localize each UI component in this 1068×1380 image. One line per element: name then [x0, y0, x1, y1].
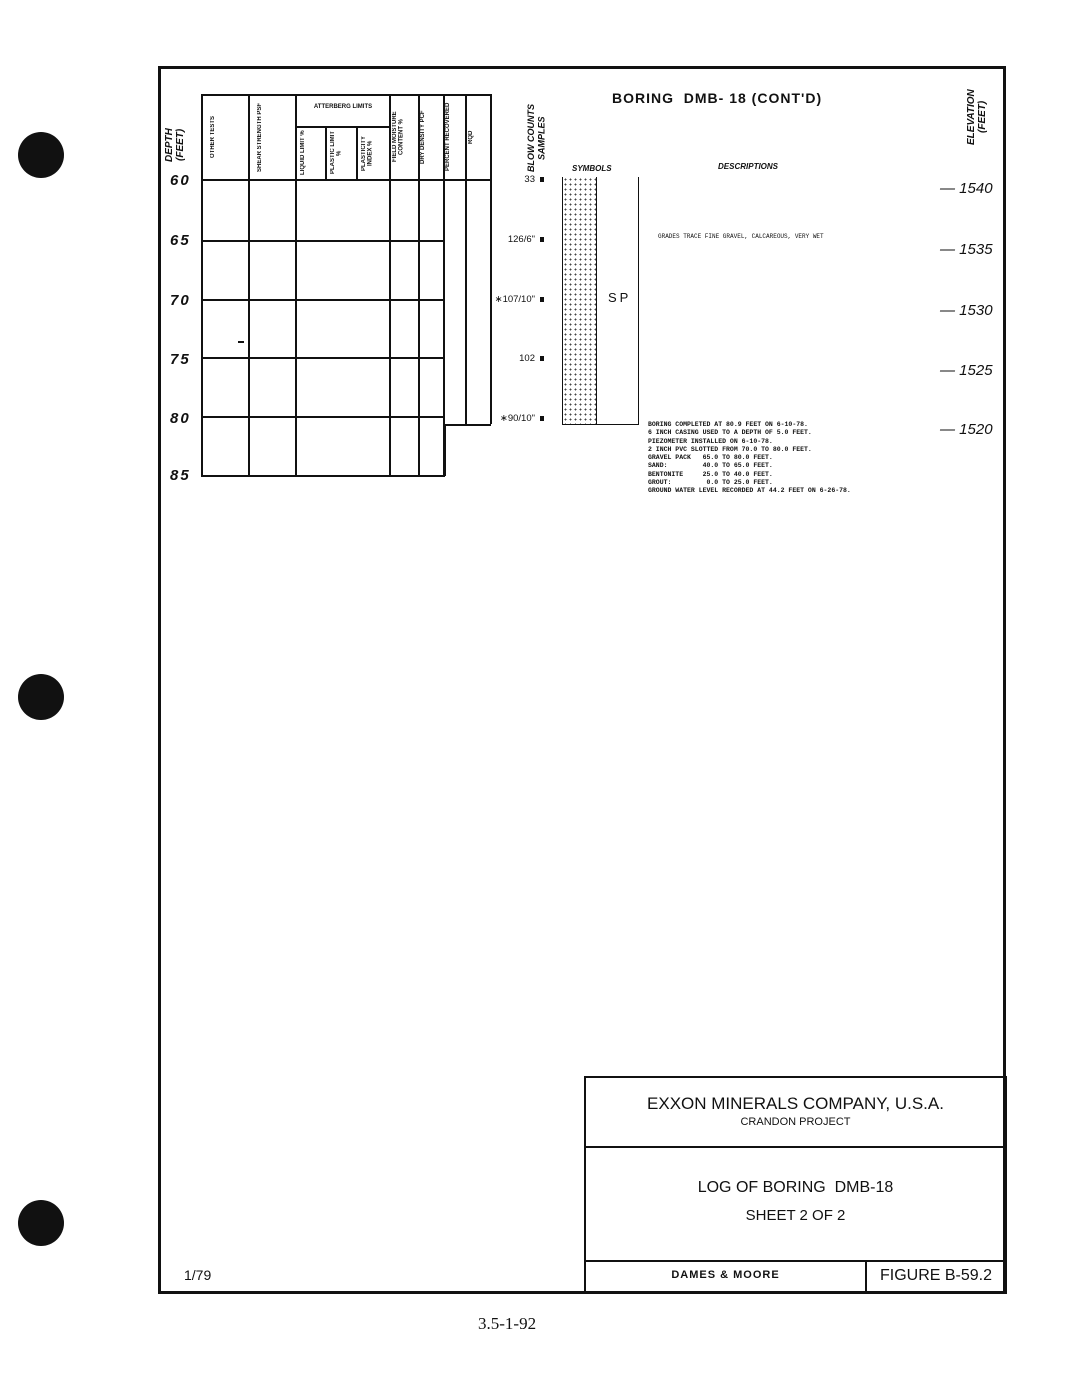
soil-description: GRADES TRACE FINE GRAVEL, CALCAREOUS, VERY WET — [658, 233, 824, 240]
soil-symbol-label: SP — [608, 290, 632, 305]
col-liquid-limit: LIQUID LIMIT % — [300, 130, 306, 176]
depth-tick: 60 — [170, 172, 191, 189]
descriptions-header: DESCRIPTIONS — [718, 162, 779, 171]
elevation-axis-label: ELEVATION (FEET) — [966, 89, 988, 145]
sample-marker — [540, 356, 544, 361]
col-atterberg: ATTERBERG LIMITS — [313, 104, 373, 110]
boring-notes: BORING COMPLETED AT 80.9 FEET ON 6-10-78. 6 INCH CASING USED TO A DEPTH OF 5.0 FEET. PIEZOMETER INSTALLED ON 6-10-78. 2 INCH PVC SLOTTED FROM 70.0 TO 80.0 FEET. GRAVEL PACK 65.0 TO 80.0 FEET. SAND: 40.0 TO 65.0 FEET. BENTONITE 25.0 TO 40.0 FEET. GROUT: 0.0 TO 25.0 FEET. GROUND WATER LEVEL RECORDED AT 44.2 FEET ON 6-26-78. — [648, 421, 851, 495]
binder-hole — [18, 132, 64, 178]
figure-number: FIGURE B-59.2 — [879, 1267, 993, 1284]
col-moisture-content: FIELD MOISTURE CONTENT % — [392, 111, 405, 163]
blow-count: 126/6" — [508, 234, 544, 245]
blow-count: ∗90/10" — [500, 413, 544, 424]
col-dry-density: DRY DENSITY PCF — [420, 110, 426, 164]
elevation-tick: — 1540 — [940, 180, 993, 197]
col-shear-strength: SHEAR STRENGTH PSF — [257, 102, 263, 172]
sample-marker — [540, 297, 544, 302]
col-plastic-limit: PLASTIC LIMIT % — [330, 131, 343, 175]
depth-tick: 80 — [170, 410, 191, 427]
blow-count: 102 — [519, 353, 544, 364]
log-title: LOG OF BORING DMB-18 — [697, 1179, 894, 1196]
symbols-header: SYMBOLS — [572, 164, 612, 173]
elevation-tick: — 1525 — [940, 362, 993, 379]
depth-tick: 65 — [170, 232, 191, 249]
blow-count: ∗107/10" — [495, 294, 544, 305]
soil-symbol-column — [562, 177, 597, 425]
binder-hole — [18, 1200, 64, 1246]
elevation-tick: — 1535 — [940, 241, 993, 258]
elevation-tick: — 1520 — [940, 421, 993, 438]
col-blow-counts: BLOW COUNTS SAMPLES — [526, 104, 547, 172]
issue-date: 1/79 — [184, 1267, 212, 1283]
depth-axis-label: DEPTH (FEET) — [164, 128, 186, 162]
depth-tick: 70 — [170, 292, 191, 309]
company-name: EXXON MINERALS COMPANY, U.S.A. — [647, 1094, 944, 1113]
sheet-number: SHEET 2 OF 2 — [745, 1207, 846, 1224]
col-percent-recovered: PERCENT RECOVERED — [445, 102, 451, 172]
title-block-log — [584, 1146, 1007, 1262]
firm-name: DAMES & MOORE — [671, 1269, 780, 1281]
page-number: 3.5-1-92 — [478, 1314, 537, 1333]
blow-count: 33 — [524, 174, 544, 185]
col-other-tests: OTHER TESTS — [210, 116, 216, 159]
depth-tick: 85 — [170, 467, 191, 484]
sample-marker — [540, 416, 544, 421]
depth-tick: 75 — [170, 351, 191, 368]
sample-marker — [540, 177, 544, 182]
elevation-tick: — 1530 — [940, 302, 993, 319]
col-rqd: RQD — [468, 130, 474, 144]
project-name: CRANDON PROJECT — [740, 1116, 851, 1128]
col-plasticity-index: PLASTICITY INDEX % — [361, 135, 374, 171]
binder-hole — [18, 674, 64, 720]
boring-title: BORING DMB- 18 (CONT'D) — [612, 90, 823, 106]
sample-marker — [540, 237, 544, 242]
